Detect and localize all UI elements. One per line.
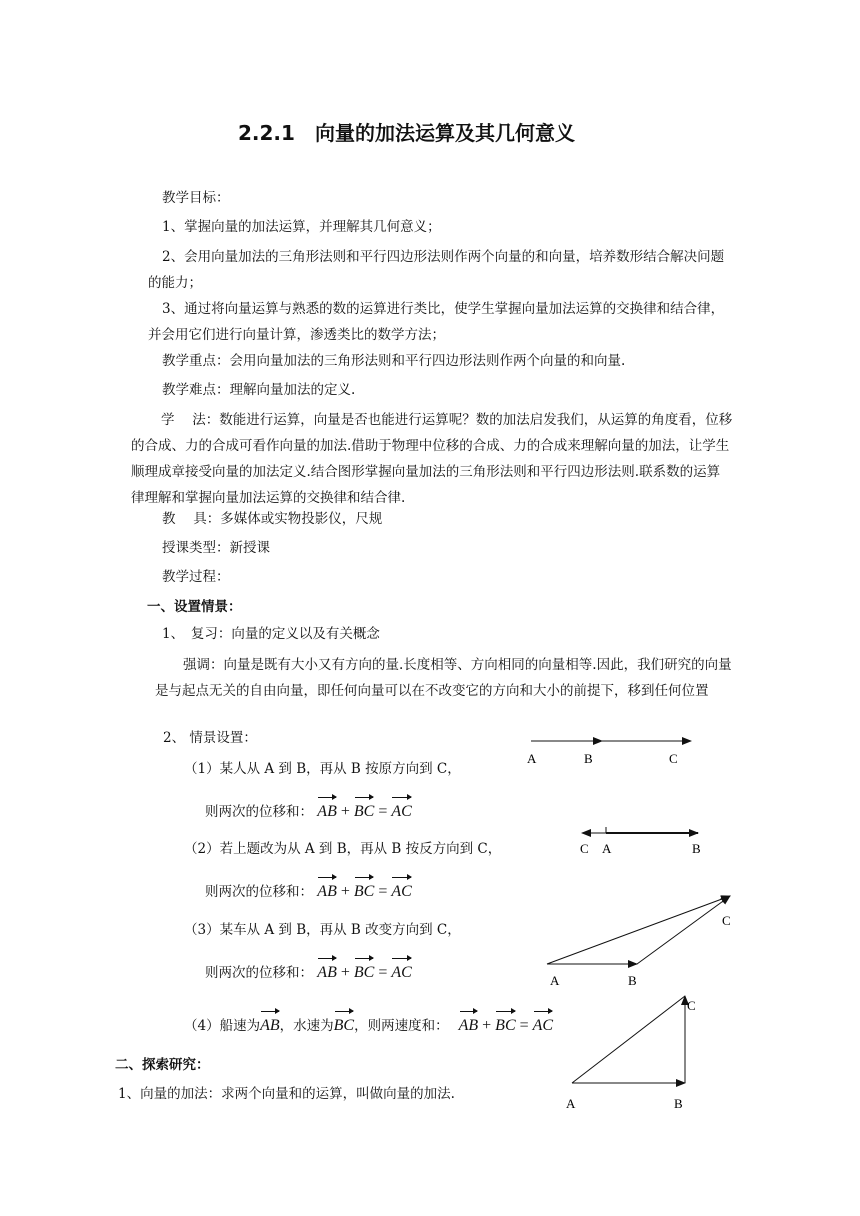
case-3-text: （3）某车从 A 到 B，再从 B 改变方向到 C， <box>184 922 461 938</box>
vector-bc: BC <box>354 794 374 824</box>
vector-ab: AB <box>459 1008 479 1038</box>
equals-sign: = <box>378 883 388 900</box>
vector-bc-line <box>637 896 730 964</box>
point-c-label: C <box>722 913 731 928</box>
point-a-label: A <box>566 1096 576 1111</box>
vector-ac-line <box>547 896 730 964</box>
teaching-process: 教学过程： <box>162 569 230 585</box>
vector-ab: AB <box>317 794 337 824</box>
plus-sign: + <box>340 883 350 900</box>
case-4-water-speed-label: ，水速为 <box>279 1018 334 1034</box>
equals-sign: = <box>519 1017 529 1034</box>
figure-1-same-direction <box>527 741 691 766</box>
goal-1: 1、掌握向量的加法运算，并理解其几何意义； <box>162 219 441 235</box>
point-b-label: B <box>584 751 593 766</box>
page-title: 2.2.1 向量的加法运算及其几何意义 <box>238 121 575 145</box>
vector-ac: AC <box>391 794 411 824</box>
vector-addition-definition: 1、向量的加法：求两个向量和的运算，叫做向量的加法. <box>118 1086 455 1102</box>
key-point: 教学重点：会用向量加法的三角形法则和平行四边形法则作两个向量的和向量. <box>162 353 626 369</box>
vector-ab: AB <box>317 955 337 985</box>
case-4-sum-label: ，则两速度和： <box>354 1018 449 1034</box>
point-b-label: B <box>628 973 637 988</box>
point-c-label: C <box>687 998 696 1013</box>
equals-sign: = <box>378 803 388 820</box>
scenario-item: 2、 情景设置： <box>163 730 257 746</box>
displacement-label: 则两次的位移和： <box>205 804 313 820</box>
goal-3: 3、通过将向量运算与熟悉的数的运算进行类比，使学生掌握向量加法运算的交换律和结合律，并会用它们进行向量计算，渗透类比的数学方法； <box>148 301 725 343</box>
figure-4-right-triangle <box>566 996 696 1111</box>
point-b-label: B <box>692 841 701 856</box>
vector-bc: BC <box>495 1008 515 1038</box>
vector-ac: AC <box>391 874 411 904</box>
plus-sign: + <box>340 964 350 981</box>
point-a-label: A <box>550 973 560 988</box>
point-b-label: B <box>674 1096 683 1111</box>
emphasis-paragraph: 强调：向量是既有大小又有方向的量.长度相等、方向相同的向量相等.因此，我们研究的向量是与起点无关的自由向量，即任何向量可以在不改变它的方向和大小的前提下，移到任何位置 <box>155 657 732 699</box>
plus-sign: + <box>482 1017 492 1034</box>
point-c-label: C <box>580 841 589 856</box>
plus-sign: + <box>340 803 350 820</box>
vector-ab: AB <box>260 1008 280 1038</box>
figure-2-opposite-direction <box>580 827 701 856</box>
figure-3-triangle <box>547 896 731 988</box>
section-heading-1: 一、设置情景： <box>147 599 242 615</box>
vector-bc: BC <box>334 1008 354 1038</box>
vector-ab: AB <box>317 874 337 904</box>
review-item: 1、 复习：向量的定义以及有关概念 <box>162 626 380 642</box>
case-4-boat-speed-label: （4）船速为 <box>184 1018 261 1034</box>
section-heading-2: 二、探索研究： <box>115 1057 210 1073</box>
vector-ac: AC <box>391 955 411 985</box>
case-1-text: （1）某人从 A 到 B，再从 B 按原方向到 C， <box>184 761 461 777</box>
displacement-label: 则两次的位移和： <box>205 884 313 900</box>
teaching-tools: 教 具：多媒体或实物投影仪，尺规 <box>162 511 383 527</box>
case-2-text: （2）若上题改为从 A 到 B，再从 B 按反方向到 C， <box>184 841 502 857</box>
vector-ac-line <box>572 996 685 1083</box>
goal-2: 2、会用向量加法的三角形法则和平行四边形法则作两个向量的和向量，培养数形结合解决问题的能力； <box>148 249 725 291</box>
lesson-type: 授课类型：新授课 <box>162 540 270 556</box>
vector-ac: AC <box>533 1008 553 1038</box>
goals-heading: 教学目标： <box>162 190 230 206</box>
learning-method: 学 法：数能进行运算，向量是否也能进行运算呢？数的加法启发我们，从运算的角度看，位移的合成、力的合成可看作向量的加法.借助于物理中位移的合成、力的合成来理解向量的加法，让学生顺理成章接受向量的加法定义.结合图形掌握向量加法的三角形法则和平行四边形法则.联系数的运算律理解和掌握向量加法运算的交换律和结合律. <box>131 412 733 506</box>
displacement-label: 则两次的位移和： <box>205 965 313 981</box>
point-a-label: A <box>527 751 537 766</box>
point-c-label: C <box>669 751 678 766</box>
equals-sign: = <box>378 964 388 981</box>
difficulty: 教学难点：理解向量加法的定义. <box>162 382 356 398</box>
vector-bc: BC <box>354 955 374 985</box>
point-a-label: A <box>602 841 612 856</box>
vector-bc: BC <box>354 874 374 904</box>
